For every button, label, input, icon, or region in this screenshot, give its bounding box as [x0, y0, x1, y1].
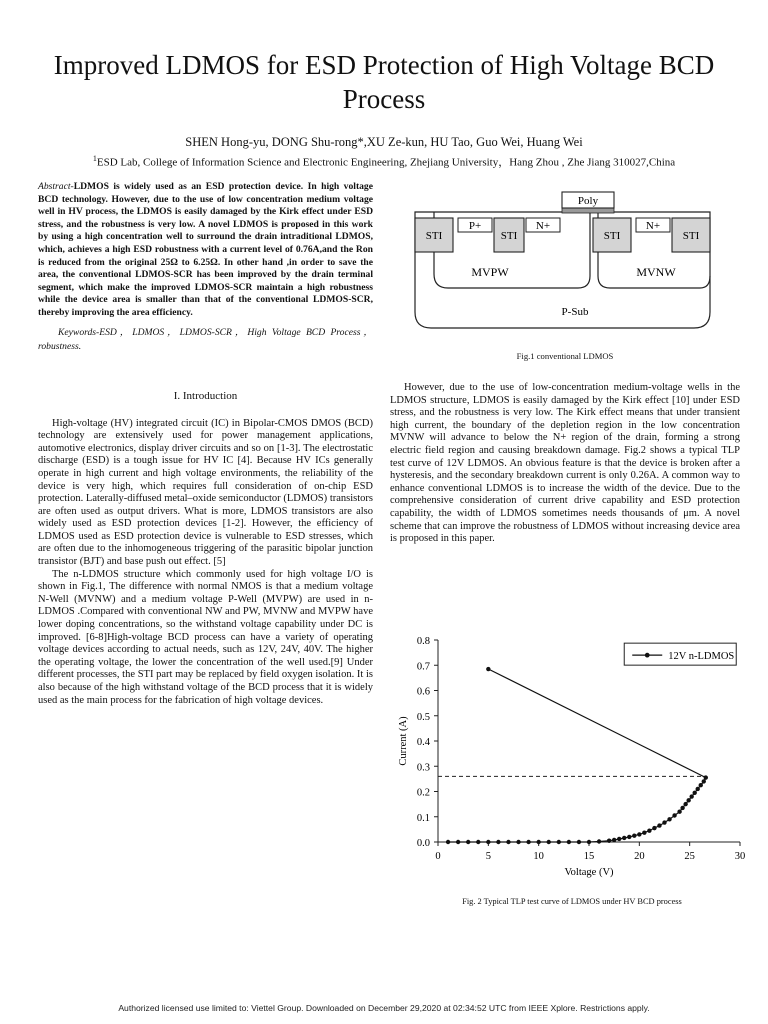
data-point	[567, 840, 571, 844]
figure-2	[392, 630, 752, 906]
data-point	[587, 840, 591, 844]
figure-1-caption: Fig.1 conventional LDMOS	[516, 351, 614, 361]
data-point	[686, 798, 690, 802]
section-heading-introduction: I. Introduction	[173, 389, 238, 402]
y-tick-label: 0.4	[416, 737, 430, 748]
affiliation-marker: 1	[92, 154, 97, 163]
data-point	[632, 833, 636, 837]
affiliation	[18, 151, 750, 171]
data-point	[516, 840, 520, 844]
label-sti-4: STI	[682, 230, 700, 242]
label-n-plus-source: N+	[535, 220, 551, 232]
right-column-text	[390, 382, 740, 546]
data-point	[486, 840, 490, 844]
right-paragraph: However, due to the use of low-concentration medium-voltage wells in the LDMOS structure, LDMOS is easily damaged by the Kirk effect [10] under ESD stress, and the robustness is very low. The Kirk effect means that under transient high current, the boundary of the depletion region in the low concentration MVNW will advance to below the N+ region of the drain, forming a strong electric field region and causing breakdown damage. Fig.2 shows a typical TLP test curve of 12V LDMOS. An obvious feature is that the device is broken after a hysteresis, and the secondary breakdown current is only 0.26A. A common way to enhance conventional LDMOS is to increase the width of the device. Due to the comprehensive consideration of current drive capability and ESD protection capability, the width of LDMOS sometimes needs thousands of μm. A novel scheme that can improve the robustness of LDMOS without increasing device area is proposed in this paper.	[390, 382, 740, 545]
data-point	[699, 783, 703, 787]
x-tick-label: 20	[634, 851, 645, 862]
data-point	[680, 806, 684, 810]
y-tick-label: 0.2	[416, 787, 430, 799]
data-point	[547, 840, 551, 844]
data-point	[662, 820, 666, 824]
x-tick-label: 0	[435, 851, 441, 862]
x-tick-label: 5	[485, 851, 491, 862]
data-point	[702, 779, 706, 783]
data-point	[677, 810, 681, 814]
data-point	[456, 840, 460, 844]
x-tick-label: 15	[583, 851, 595, 862]
data-point	[657, 823, 661, 827]
label-n-plus-drain: N+	[645, 220, 661, 232]
page-footer: Authorized licensed use limited to: Viettel Group. Downloaded on December 29,2020 at 02:34:52 UTC from IEEE Xplore. Restrictions apply.	[118, 1003, 650, 1013]
label-poly: Poly	[577, 195, 599, 207]
data-point	[689, 794, 693, 798]
data-point	[597, 839, 601, 843]
y-tick-label: 0.8	[416, 636, 430, 647]
y-axis-label: Current (A)	[398, 716, 409, 766]
data-point	[622, 836, 626, 840]
y-tick-label: 0.7	[416, 661, 430, 673]
gate-oxide	[562, 208, 614, 213]
data-point	[466, 840, 470, 844]
figure-2-caption: Fig. 2 Typical TLP test curve of LDMOS under HV BCD process	[462, 897, 682, 906]
ldmos-cross-section-diagram	[410, 190, 720, 340]
data-point	[526, 840, 530, 844]
data-point	[704, 775, 708, 779]
label-p-sub: P-Sub	[561, 306, 589, 318]
x-tick-label: 25	[684, 851, 695, 862]
data-point	[627, 835, 631, 839]
legend-label: 12V n-LDMOS	[668, 651, 735, 663]
data-point	[496, 840, 500, 844]
data-point	[557, 840, 561, 844]
x-tick-label: 30	[734, 851, 746, 862]
label-sti-3: STI	[603, 230, 621, 242]
data-point	[696, 787, 700, 791]
data-point	[536, 840, 540, 844]
data-point	[652, 826, 656, 830]
data-point	[607, 839, 611, 843]
paper-title: Improved LDMOS for ESD Protection of High Voltage BCD Process	[53, 50, 715, 114]
affiliation-text: ESD Lab, College of Information Science and Electronic Engineering, Zhejiang University，Hang Zhou , Zhe Jiang 310027,China	[96, 156, 676, 169]
data-point	[506, 840, 510, 844]
data-point	[683, 802, 687, 806]
data-point	[617, 837, 621, 841]
label-mvnw: MVNW	[636, 265, 676, 279]
y-tick-label: 0.3	[416, 762, 430, 774]
data-point	[647, 828, 651, 832]
abstract-label: Abstract-	[38, 181, 74, 192]
series-line-12v-n-ldmos	[448, 669, 706, 842]
figure-1	[410, 190, 720, 361]
label-p-plus: P+	[468, 220, 482, 232]
data-point	[476, 840, 480, 844]
label-sti-2: STI	[500, 230, 518, 242]
label-sti-1: STI	[425, 230, 443, 242]
abstract	[38, 181, 373, 320]
data-point	[667, 817, 671, 821]
data-point	[637, 832, 641, 836]
intro-paragraph-2: The n-LDMOS structure which commonly used for high voltage I/O is shown in Fig.1, The difference with normal NMOS is that a medium voltage N-Well (MVNW) and a medium voltage P-Well (MVPW) are used in n-LDMOS .Compared with conventional NW and PW, MVNW and MVPW have lower doping concentrations, so the withstand voltage capability under DC is improved. [6-8]High-voltage BCD process can have a variety of operating voltage devices according to actual needs, such as 12V, 24V, 40V. The higher the operating voltage, the lower the concentration of the well used.[9] Under different processes, the STI part may be replaced by field oxygen isolation. It is also because of the high withstand voltage of the BCD process that it is widely used as the main process for the fabrication of high voltage devices.	[38, 568, 373, 706]
data-point	[612, 838, 616, 842]
data-point	[672, 813, 676, 817]
y-tick-label: 0.1	[416, 812, 430, 824]
data-point	[577, 840, 581, 844]
tlp-chart	[392, 630, 752, 880]
abstract-text: LDMOS is widely used as an ESD protection device. In high voltage BCD technology. However, due to the use of low concentration medium voltage well in HV process, the LDMOS is easily damaged by the Kirk effect under ESD stress, and the robustness is very low. A novel LDMOS is proposed in this work by using a high concentration well to surround the drain intraditional LDMOS, which, achieves a high ESD robustness with a current level of 0.76A,and the Ron is reduced from the original 25Ω to 6.25Ω. In other hand ,in order to save the area, the conventional LDMOS-SCR has been improved by the drain terminal segment, which make the improved LDMOS-SCR maintain a high robustness while the device area is smaller than that of the conventional LDMOS-SCR, thereby improving the area efficiency.	[38, 181, 373, 318]
left-column	[38, 181, 373, 707]
data-point	[693, 791, 697, 795]
author-list: SHEN Hong-yu, DONG Shu-rong*,XU Ze-kun, HU Tao, Guo Wei, Huang Wei	[185, 135, 583, 149]
label-mvpw: MVPW	[471, 265, 509, 279]
data-point	[486, 667, 490, 671]
legend-marker	[645, 653, 650, 658]
data-point	[642, 830, 646, 834]
keywords: Keywords-ESD，LDMOS，LDMOS-SCR，High Voltage BCD Process，robustness.	[38, 326, 373, 352]
y-tick-label: 0.0	[416, 838, 430, 849]
y-tick-label: 0.6	[416, 686, 430, 698]
x-axis-label: Voltage (V)	[564, 867, 614, 878]
y-tick-label: 0.5	[416, 711, 430, 723]
intro-paragraph-1: High-voltage (HV) integrated circuit (IC) in Bipolar-CMOS DMOS (BCD) technology are extensively used for power management applications, automotive electronics, display driver circuits and so on [1-3]. The electrostatic discharge (ESD) is a tough issue for HV IC [4]. Because HV ICs generally operate in high current and high voltage environments, the reliability of the device is very high, which requires full consideration of on-chip ESD protection. Laterally-diffused metal–oxide semiconductor (LDMOS) transistors are often used as output drivers. What is more, LDMOS transistors are also widely used as ESD protection devices [1-2]. However, the efficiency of LDMOS used as ESD protection device is vulnerable to ESD stresses, which are often due to the inhomogeneous triggering of the parasitic bipolar junction transistor (BJT) and base push out effect. [5]	[38, 417, 373, 568]
data-point	[446, 840, 450, 844]
x-tick-label: 10	[533, 851, 544, 862]
